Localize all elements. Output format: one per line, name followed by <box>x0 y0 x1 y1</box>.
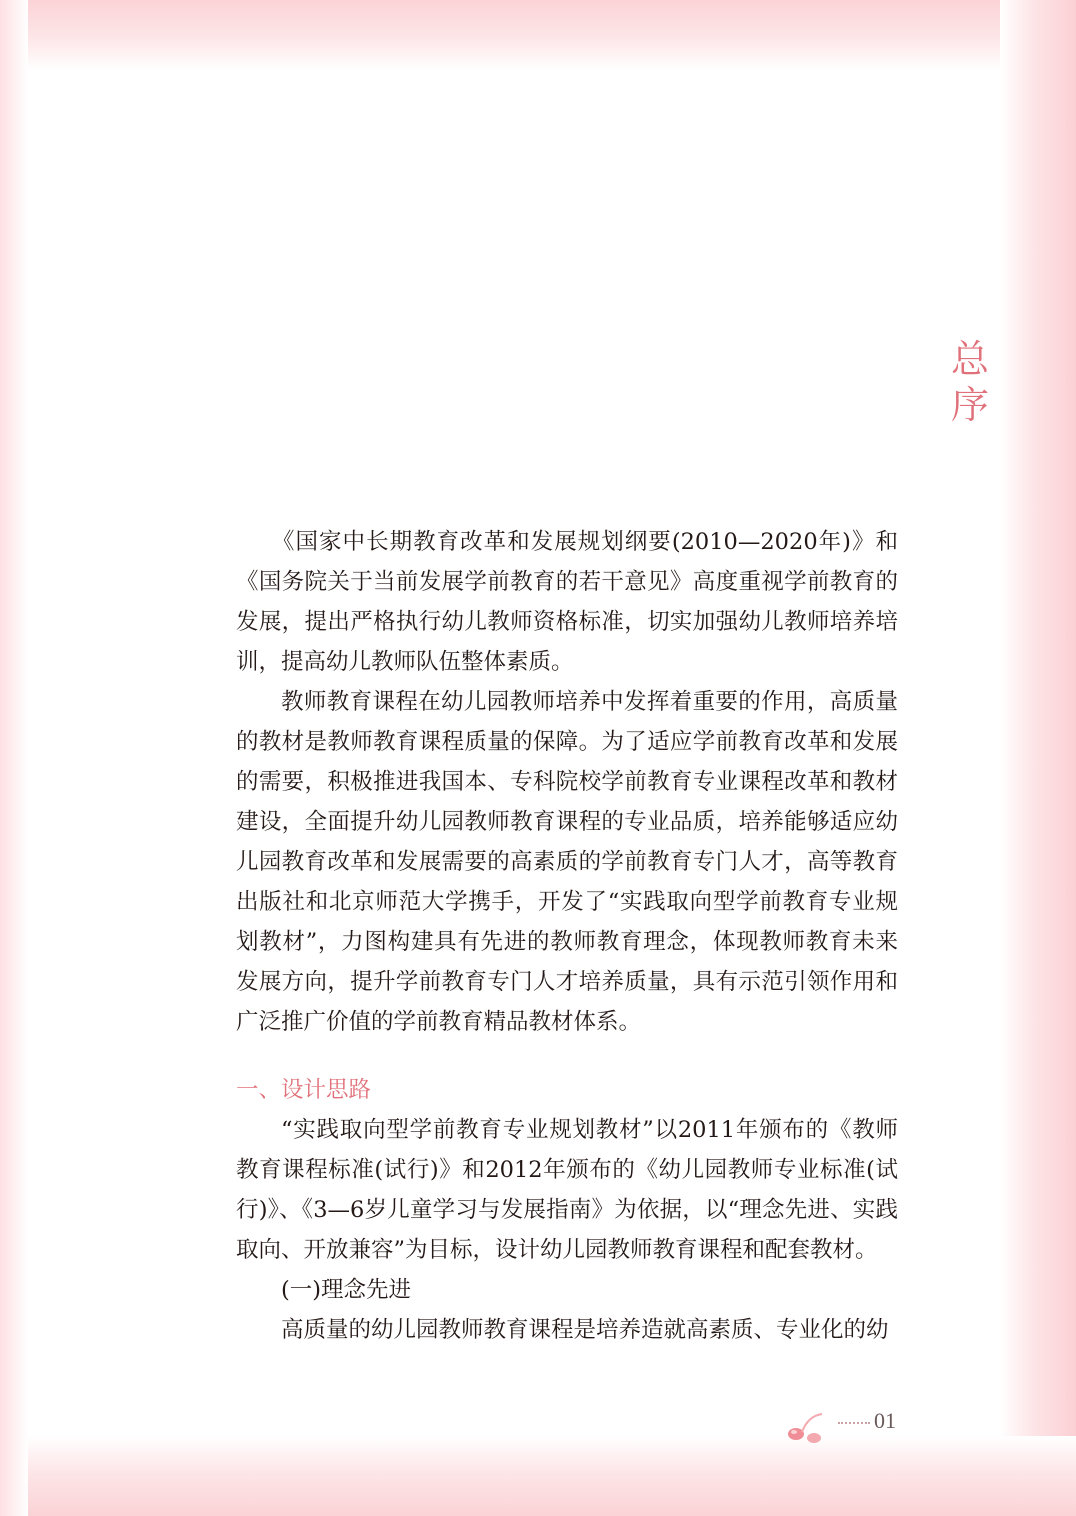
design-paragraph: “实践取向型学前教育专业规划教材”以2011年颁布的《教师教育课程标准(试行)》和2012年颁布的《幼儿园教师专业标准(试行)》、《3—6岁儿童学习与发展指南》为依据，以“理念先进、实践取向、开放兼容”为目标，设计幼儿园教师教育课程和配套教材。 <box>236 1117 898 1263</box>
page-number: 01 <box>874 1408 896 1433</box>
main-content <box>236 522 898 1350</box>
page-frame-left <box>0 0 28 1516</box>
intro-paragraph-1: 《国家中长期教育改革和发展规划纲要(2010—2020年)》和《国务院关于当前发展学前教育的若干意见》高度重视学前教育的发展，提出严格执行幼儿教师资格标准，切实加强幼儿教师培养培训，提高幼儿教师队伍整体素质。 <box>236 529 898 675</box>
page-footer <box>786 1404 906 1444</box>
side-title-char-1: 总 <box>950 337 989 381</box>
footer-dotted-leader <box>838 1422 870 1424</box>
side-title-char-2: 序 <box>950 383 989 427</box>
intro-paragraph-2: 教师教育课程在幼儿园教师培养中发挥着重要的作用，高质量的教材是教师教育课程质量的保障。为了适应学前教育改革和发展的需要，积极推进我国本、专科院校学前教育专业课程改革和教材建设，全面提升幼儿园教师教育课程的专业品质，培养能够适应幼儿园教育改革和发展需要的高素质的学前教育专门人才，高等教育出版社和北京师范大学携手，开发了“实践取向型学前教育专业规划教材”，力图构建具有先进的教师教育理念，体现教师教育未来发展方向，提升学前教育专门人才培养质量，具有示范引领作用和广泛推广价值的学前教育精品教材体系。 <box>236 689 898 1035</box>
page-frame-bottom <box>0 1436 1076 1516</box>
subsection-heading: (一)理念先进 <box>281 1277 412 1303</box>
page-frame-top <box>0 0 1076 70</box>
side-title <box>946 336 994 428</box>
last-paragraph: 高质量的幼儿园教师教育课程是培养造就高素质、专业化的幼 <box>281 1317 889 1343</box>
section-heading: 一、设计思路 <box>236 1077 372 1103</box>
music-note-icon <box>786 1410 826 1444</box>
page-frame-right <box>1000 0 1076 1516</box>
